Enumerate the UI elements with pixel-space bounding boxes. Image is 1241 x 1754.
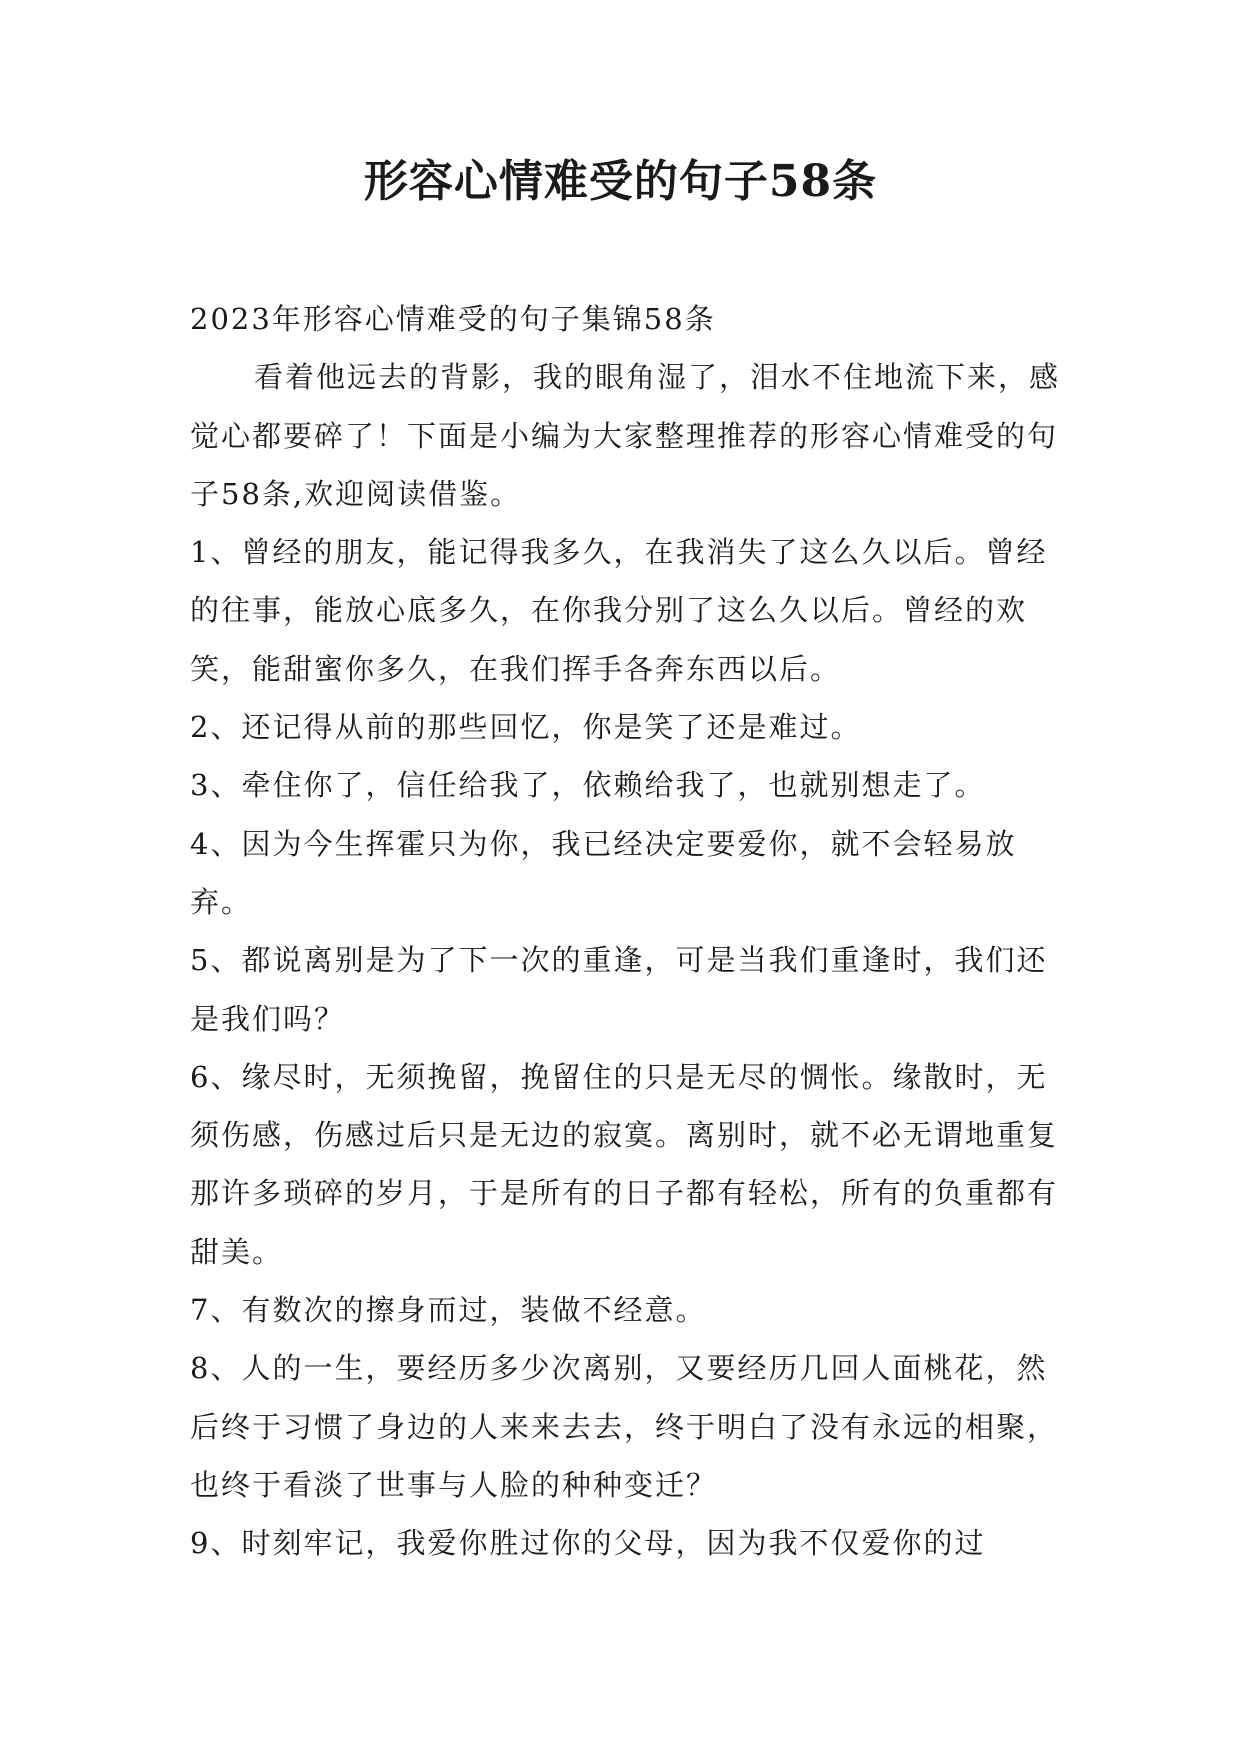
- document-title: 形容心情难受的句子58条: [363, 156, 878, 207]
- document-body: [190, 290, 1060, 1573]
- sentence-item-9: 9、时刻牢记，我爱你胜过你的父母，因为我不仅爱你的过: [190, 1526, 986, 1561]
- sentence-item-7: 7、有数次的擦身而过，装做不经意。: [190, 1293, 707, 1328]
- sentence-item-3: 3、牵住你了，信任给我了，依赖给我了，也就别想走了。: [190, 768, 986, 803]
- intro-paragraph: 看着他远去的背影，我的眼角湿了，泪水不住地流下来，感觉心都要碎了！下面是小编为大家整理推荐的形容心情难受的句子58条,欢迎阅读借鉴。: [190, 360, 1061, 511]
- sentence-item-6: 6、缘尽时，无须挽留，挽留住的只是无尽的惆怅。缘散时，无须伤感，伤感过后只是无边的寂寞。离别时，就不必无谓地重复那许多琐碎的岁月，于是所有的日子都有轻松，所有的负重都有甜美。: [190, 1059, 1059, 1269]
- sentence-item-1: 1、曾经的朋友，能记得我多久，在我消失了这么久以后。曾经的往事，能放心底多久，在你我分别了这么久以后。曾经的欢笑，能甜蜜你多久，在我们挥手各奔东西以后。: [190, 535, 1048, 686]
- sentence-item-8: 8、人的一生，要经历多少次离别，又要经历几回人面桃花，然后终于习惯了身边的人来来去去，终于明白了没有永远的相聚，也终于看淡了世事与人脸的种种变迁？: [190, 1351, 1059, 1502]
- subtitle-paragraph: 2023年形容心情难受的句子集锦58条: [190, 302, 716, 336]
- sentence-item-4: 4、因为今生挥霍只为你，我已经决定要爱你，就不会轻易放弃。: [190, 826, 1017, 919]
- sentence-item-5: 5、都说离别是为了下一次的重逢，可是当我们重逢时，我们还是我们吗？: [190, 943, 1048, 1036]
- sentence-item-2: 2、还记得从前的那些回忆，你是笑了还是难过。: [190, 710, 862, 745]
